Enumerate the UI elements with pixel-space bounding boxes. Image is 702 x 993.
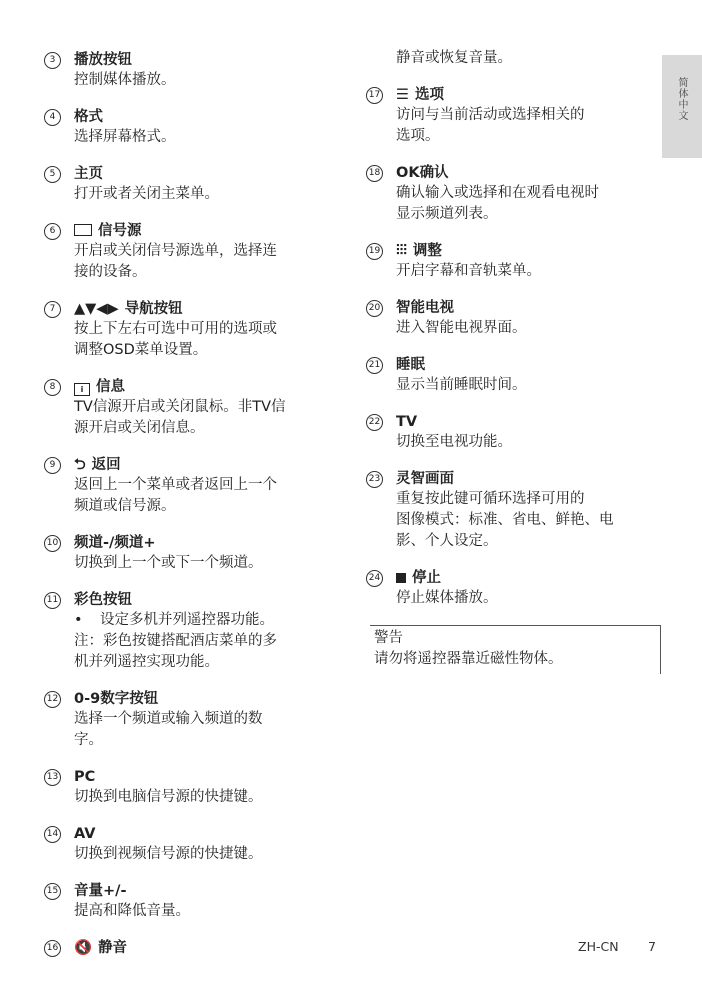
item-title-text: OK确认 bbox=[396, 165, 449, 181]
item-description: 开启字幕和音轨菜单。 bbox=[396, 263, 541, 279]
warning-box bbox=[370, 625, 661, 674]
item-description: 返回上一个菜单或者返回上一个 bbox=[74, 477, 277, 493]
button-entry bbox=[44, 455, 334, 517]
item-description: 显示频道列表。 bbox=[396, 206, 498, 222]
item-description: 注：彩色按键搭配酒店菜单的多 bbox=[74, 633, 277, 649]
button-entry bbox=[366, 298, 656, 339]
item-title-text: 播放按钮 bbox=[74, 52, 132, 68]
item-description: 图像模式：标准、省电、鲜艳、电 bbox=[396, 512, 614, 528]
item-title bbox=[396, 85, 656, 105]
item-description: 频道或信号源。 bbox=[74, 498, 176, 514]
item-description: 访问与当前活动或选择相关的 bbox=[396, 107, 585, 123]
button-entry bbox=[44, 824, 334, 865]
item-title-text: 0-9数字按钮 bbox=[74, 691, 159, 707]
item-description: 停止媒体播放。 bbox=[396, 590, 498, 606]
item-title-text: TV bbox=[396, 414, 418, 430]
item-title bbox=[74, 299, 334, 319]
item-description: 字。 bbox=[74, 732, 103, 748]
item-title-text: AV bbox=[74, 826, 96, 842]
item-description: 选项。 bbox=[396, 128, 440, 144]
item-title-text: 灵智画面 bbox=[396, 471, 454, 487]
button-entry bbox=[44, 938, 334, 958]
item-number: 23 bbox=[366, 471, 383, 488]
language-tab-label: 简体中文 bbox=[676, 77, 687, 121]
item-title-text: 主页 bbox=[74, 166, 103, 182]
item-description: 进入智能电视界面。 bbox=[396, 320, 527, 336]
item-title bbox=[396, 568, 656, 588]
item-title-text: 选项 bbox=[415, 87, 444, 103]
item-number: 10 bbox=[44, 535, 61, 552]
item-description: 切换到视频信号源的快捷键。 bbox=[74, 846, 263, 862]
item-number: 15 bbox=[44, 883, 61, 900]
button-entry bbox=[44, 164, 334, 205]
item-title bbox=[396, 241, 656, 261]
button-entry bbox=[44, 533, 334, 574]
button-entry bbox=[366, 85, 656, 147]
item-title bbox=[396, 355, 656, 375]
item-title-text: 导航按钮 bbox=[124, 301, 183, 317]
item-title bbox=[74, 221, 334, 241]
item-title bbox=[74, 455, 334, 475]
item-description: 切换至电视功能。 bbox=[396, 434, 512, 450]
left-column bbox=[44, 50, 334, 974]
language-tab bbox=[662, 55, 702, 158]
item-description: TV信源开启或关闭鼠标。非TV信 bbox=[74, 399, 286, 415]
button-entry bbox=[366, 355, 656, 396]
item-title bbox=[74, 881, 334, 901]
item-title bbox=[74, 767, 334, 787]
warning-title: 警告 bbox=[374, 630, 403, 646]
source-icon bbox=[74, 224, 92, 236]
item-title bbox=[74, 590, 334, 610]
button-entry bbox=[44, 767, 334, 808]
item-title-text: 返回 bbox=[91, 457, 121, 473]
item-description: 打开或者关闭主菜单。 bbox=[74, 186, 219, 202]
item-title bbox=[74, 377, 334, 397]
back-icon: ⮌ bbox=[74, 457, 86, 473]
item-description: 确认输入或选择和在观看电视时 bbox=[396, 185, 599, 201]
item-bullet-text: 设定多机并列遥控器功能。 bbox=[100, 612, 274, 628]
button-entry bbox=[44, 590, 334, 673]
item-title bbox=[396, 163, 656, 183]
item-title-text: 智能电视 bbox=[396, 300, 454, 316]
item-title bbox=[396, 298, 656, 318]
button-entry bbox=[44, 299, 334, 361]
item-number: 7 bbox=[44, 301, 61, 318]
info-icon: i bbox=[74, 383, 90, 396]
navigation-arrows-icon: ▲▼◀▶ bbox=[74, 301, 119, 317]
item-title bbox=[74, 533, 334, 553]
button-entry bbox=[44, 107, 334, 148]
button-entry bbox=[366, 241, 656, 282]
button-entry bbox=[366, 469, 656, 552]
item-number: 13 bbox=[44, 769, 61, 786]
item-number: 18 bbox=[366, 165, 383, 182]
button-entry bbox=[44, 377, 334, 439]
item-number: 12 bbox=[44, 691, 61, 708]
item-bullet: • 设定多机并列遥控器功能。 bbox=[74, 612, 274, 628]
button-entry bbox=[366, 568, 656, 609]
item-number: 21 bbox=[366, 357, 383, 374]
page-number: 7 bbox=[648, 939, 656, 954]
footer-language: ZH-CN bbox=[578, 939, 619, 954]
item-number: 11 bbox=[44, 592, 61, 609]
item-description: 按上下左右可选中可用的选项或 bbox=[74, 321, 277, 337]
item-description: 控制媒体播放。 bbox=[74, 72, 176, 88]
item-number: 9 bbox=[44, 457, 61, 474]
item-description: 选择一个频道或输入频道的数 bbox=[74, 711, 263, 727]
item-title-text: 音量+/- bbox=[74, 883, 127, 899]
warning-text: 请勿将遥控器靠近磁性物体。 bbox=[374, 651, 563, 667]
button-entry bbox=[366, 163, 656, 225]
item-number: 5 bbox=[44, 166, 61, 183]
options-icon: ☰ bbox=[396, 87, 409, 103]
button-entry bbox=[44, 689, 334, 751]
item-title-text: 停止 bbox=[412, 570, 441, 586]
button-entry bbox=[44, 881, 334, 922]
item-title-text: 彩色按钮 bbox=[74, 592, 132, 608]
item-title bbox=[396, 412, 656, 432]
item-description: 影、个人设定。 bbox=[396, 533, 498, 549]
item-title-text: 静音 bbox=[98, 940, 128, 956]
item-description: 切换到上一个或下一个频道。 bbox=[74, 555, 263, 571]
item-description: 机并列遥控实现功能。 bbox=[74, 654, 219, 670]
item-description: 重复按此键可循环选择可用的 bbox=[396, 491, 585, 507]
mute-icon: 🔇 bbox=[74, 940, 93, 956]
item-description: 调整OSD菜单设置。 bbox=[74, 342, 208, 358]
button-entry bbox=[44, 221, 334, 283]
stop-icon bbox=[396, 573, 406, 583]
item-number: 8 bbox=[44, 379, 61, 396]
item-number: 6 bbox=[44, 223, 61, 240]
item-description: 显示当前睡眠时间。 bbox=[396, 377, 527, 393]
item-title bbox=[74, 689, 334, 709]
item-title-text: 信息 bbox=[96, 379, 125, 395]
item-number: 17 bbox=[366, 87, 383, 104]
item-number: 16 bbox=[44, 940, 61, 957]
button-entry bbox=[44, 50, 334, 91]
item-title-text: PC bbox=[74, 769, 96, 785]
item-description: 源开启或关闭信息。 bbox=[74, 420, 205, 436]
item-title-text: 频道-/频道+ bbox=[74, 535, 156, 551]
item-description: 开启或关闭信号源选单，选择连 bbox=[74, 243, 277, 259]
adjust-icon: ⫶⫶⫶ bbox=[396, 243, 407, 259]
item-title bbox=[396, 469, 656, 489]
item-description: 切换到电脑信号源的快捷键。 bbox=[74, 789, 263, 805]
item-title bbox=[74, 50, 334, 70]
item-number: 24 bbox=[366, 570, 383, 587]
item-title-text: 信号源 bbox=[98, 223, 142, 239]
item-description: 接的设备。 bbox=[74, 264, 147, 280]
item-number: 20 bbox=[366, 300, 383, 317]
item-number: 14 bbox=[44, 826, 61, 843]
item-title-text: 格式 bbox=[74, 109, 103, 125]
item-title bbox=[74, 164, 334, 184]
button-entry bbox=[366, 412, 656, 453]
item-title bbox=[74, 938, 334, 958]
continued-text: 静音或恢复音量。 bbox=[396, 50, 512, 66]
item-number: 4 bbox=[44, 109, 61, 126]
right-column bbox=[366, 50, 656, 674]
item-number: 22 bbox=[366, 414, 383, 431]
item-number: 19 bbox=[366, 243, 383, 260]
item-title-text: 调整 bbox=[412, 243, 442, 259]
item-title bbox=[74, 824, 334, 844]
item-description: 提高和降低音量。 bbox=[74, 903, 190, 919]
item-number: 3 bbox=[44, 52, 61, 69]
item-title-text: 睡眠 bbox=[396, 357, 425, 373]
item-title bbox=[74, 107, 334, 127]
item-description: 选择屏幕格式。 bbox=[74, 129, 176, 145]
